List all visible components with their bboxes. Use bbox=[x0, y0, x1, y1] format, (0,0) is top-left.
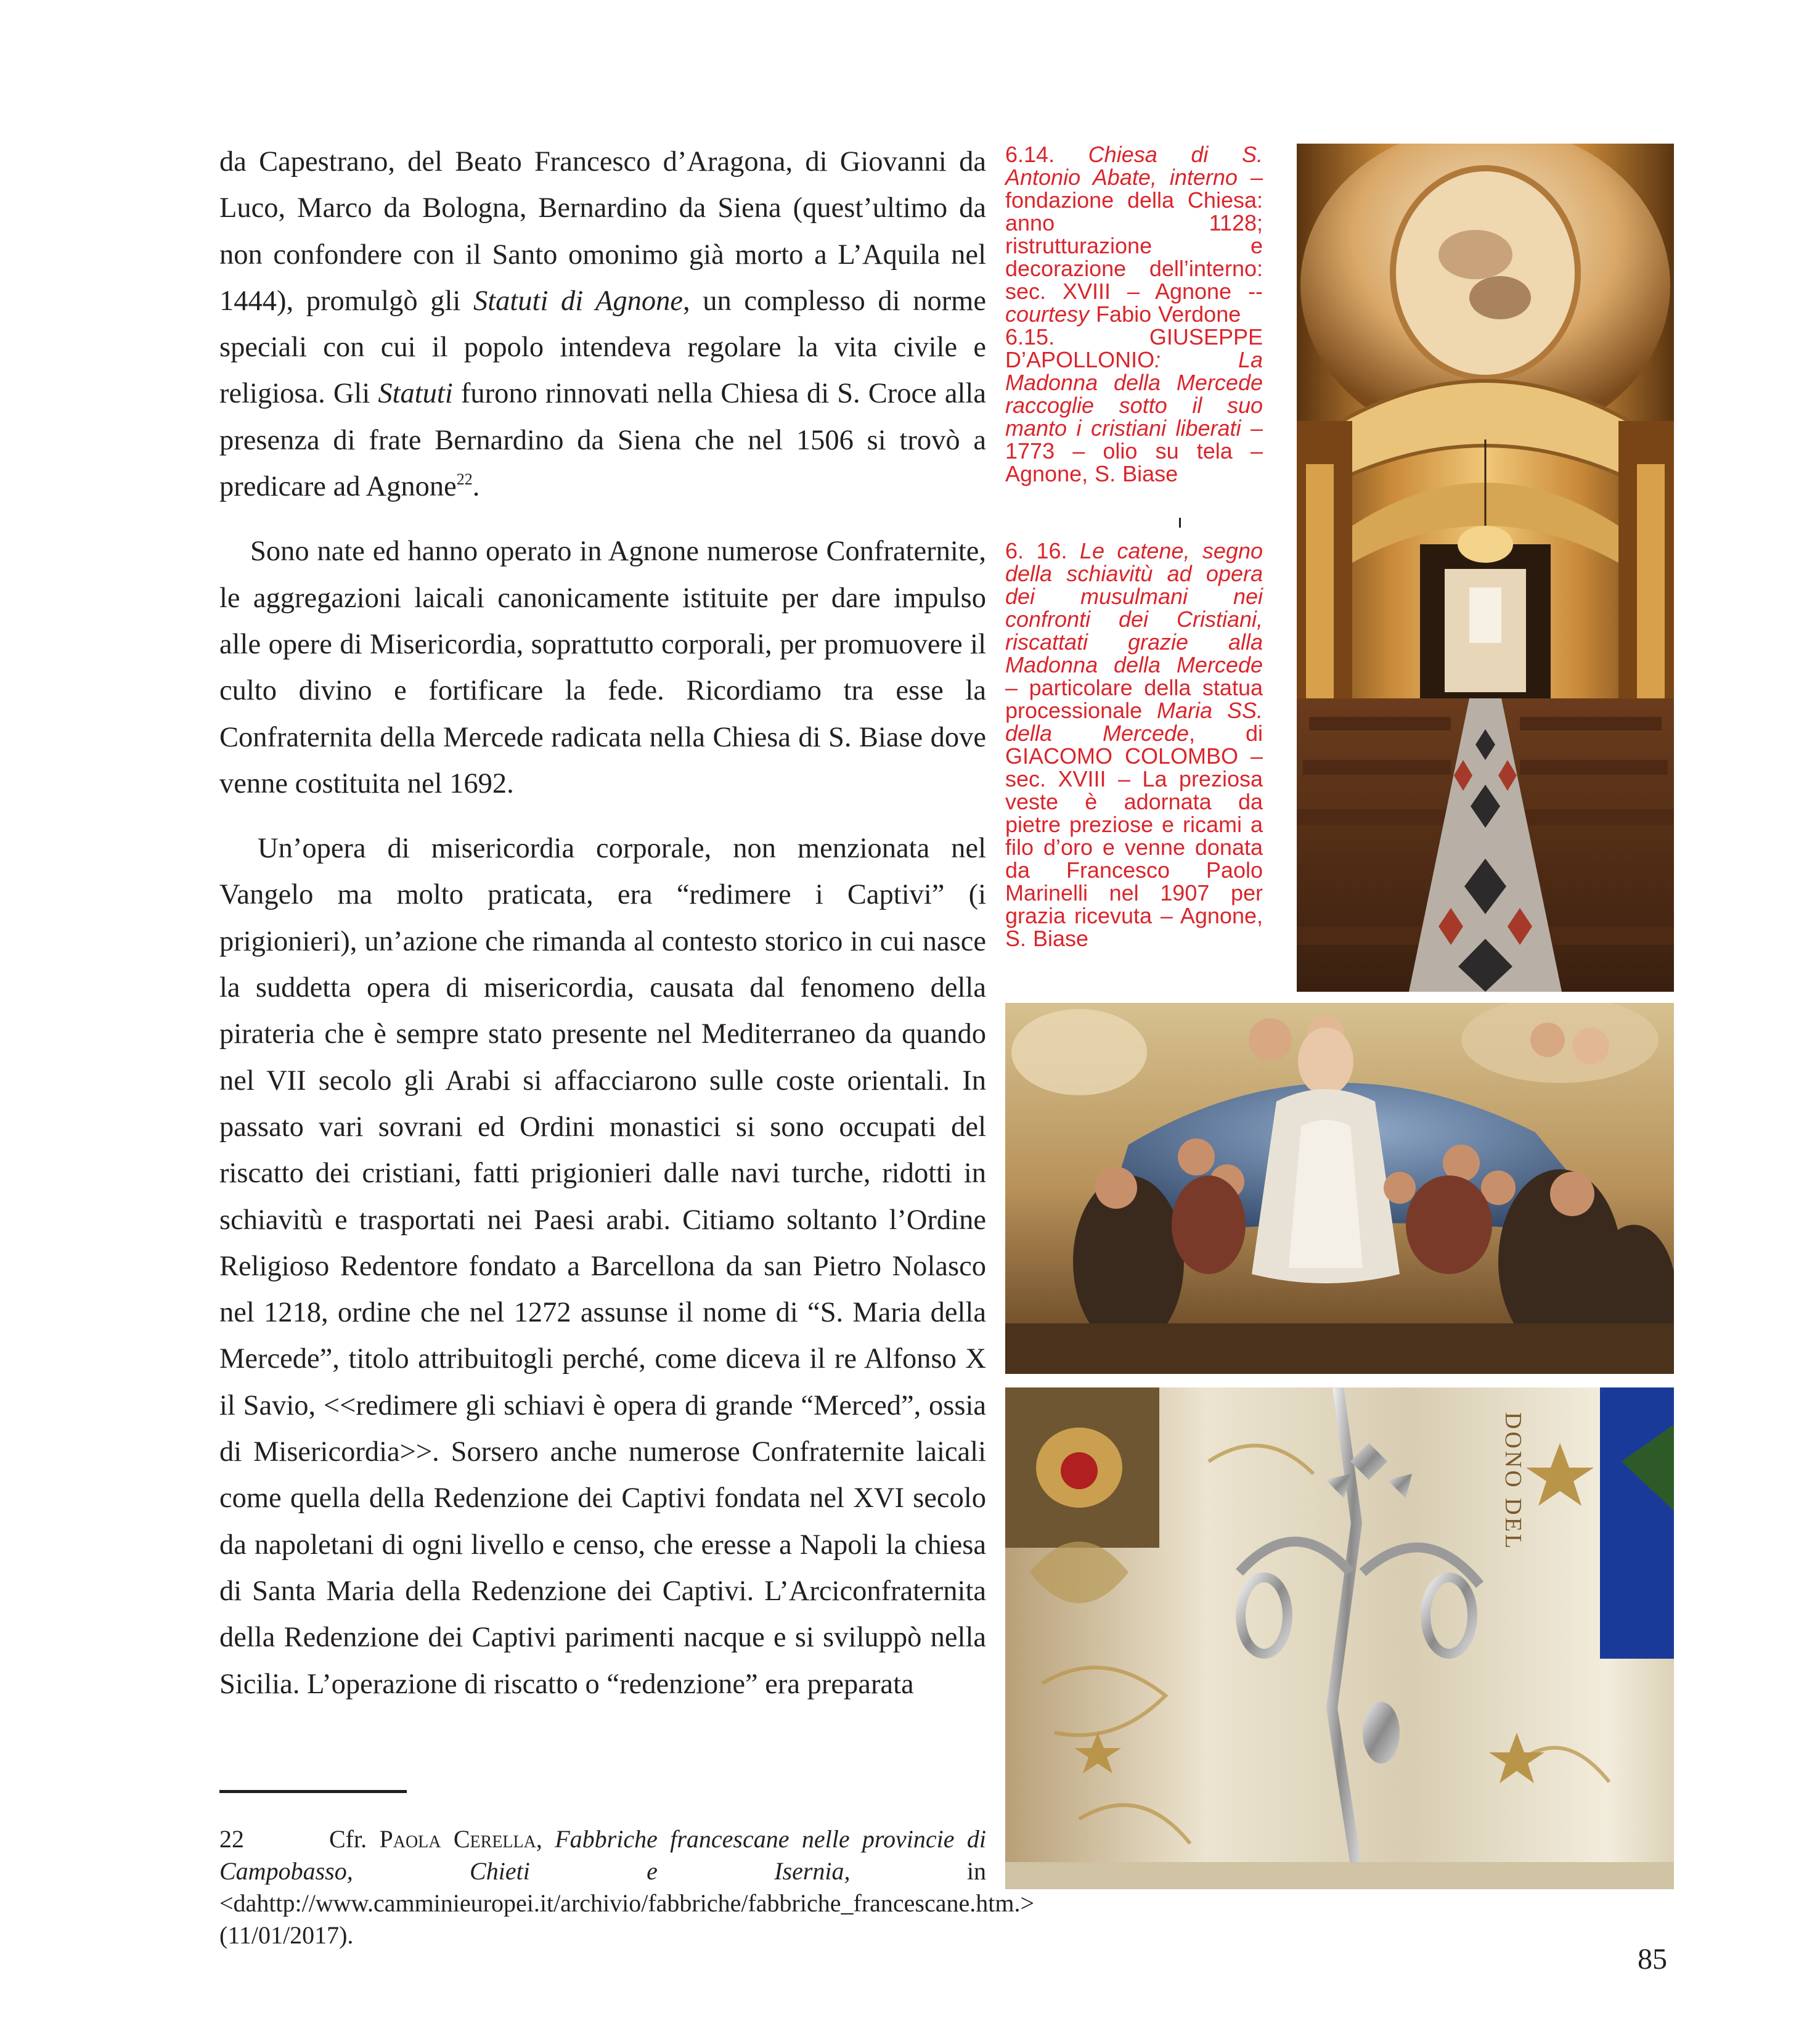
footnote bbox=[219, 1823, 1035, 1951]
italic-run: Statuti bbox=[378, 378, 453, 410]
text-run: . bbox=[472, 471, 480, 503]
caption-number: 6.15. GIUSEPPE D’APOLLONIO bbox=[1005, 324, 1263, 372]
caption-title: Le catene, segno della schiavitù ad opera dei musulmani nei confronti dei Cristiani, riscattati grazie alla Madonna della Mercede bbox=[1005, 538, 1263, 677]
robe-inscription: DONO DEL bbox=[1500, 1412, 1526, 1551]
caption-6-14-6-15 bbox=[1005, 143, 1263, 485]
caption-title: Maria SS. della Mercede bbox=[1005, 698, 1263, 746]
footnote-number: 22 bbox=[219, 1825, 244, 1853]
paragraph-2: Sono nate ed hanno operato in Agnone numerose Confraternite, le aggregazioni laicali canonicamente istituite per dare impulso alle opere di Misericordia, soprattutto corporali, per promuovere il culto divino e fortificare la fede. Ricordiamo tra esse la Confraternita della Mercede radicata nella Chiesa di S. Biase dove venne costituita nel 1692. bbox=[219, 536, 986, 799]
caption-title: : La Madonna della Mercede raccoglie sotto il suo manto i cristiani liberati bbox=[1005, 347, 1263, 441]
footnote-source: in <dahttp://www.camminieuropei.it/archivio/fabbriche/fabbriche_francescane.htm.> (11/01/2017). bbox=[219, 1857, 1035, 1949]
italic-run: Statuti di Agnone bbox=[473, 285, 684, 317]
caption-text: – particolare della statua processionale bbox=[1005, 675, 1263, 723]
main-text-column bbox=[219, 139, 986, 1707]
church-interior-photo bbox=[1297, 144, 1674, 992]
madonna-painting bbox=[1005, 1003, 1674, 1374]
caption-number: 6.14. bbox=[1005, 142, 1055, 167]
caption-number: 6. 16. bbox=[1005, 538, 1067, 563]
paragraph-3: Un’opera di misericordia corporale, non menzionata nel Vangelo ma molto praticata, era “redimere i Captivi” (i prigionieri), un’azione che rimanda al contesto storico in cui nasce la suddetta opera di misericordia, causata dal fenomeno della pirateria che è sempre stato presente nel Mediterraneo da quando nel VII secolo gli Arabi si affacciarono sulle coste orientali. In passato vari sovrani ed Ordini monastici si sono occupati del riscatto dei cristiani, fatti prigionieri dalle navi turche, ridotti in schiavitù e trasportati nei Paesi arabi. Citiamo soltanto l’Ordine Religioso Redentore fondato a Barcellona da san Pietro Nolasco nel 1218, ordine che nel 1272 assunse il nome di “S. Maria della Mercede”, titolo attribuitogli perché, come diceva il re Alfonso X il Savio, <<redimere gli schiavi è opera di grande “Merced”, ossia di Misericordia>>. Sorsero anche numerose Confraternite laicali come quella della Redenzione dei Captivi fondata nel XVI secolo da napoletani di ogni livello e censo, che eresse a Napoli la chiesa di Santa Maria della Redenzione dei Captivi. L’Arciconfraternita della Redenzione dei Captivi parimenti nacque e si sviluppò nella Sicilia. L’operazione di riscatto o “redenzione” era preparata bbox=[219, 833, 986, 1700]
caption-text: Fabio Verdone bbox=[1089, 301, 1241, 327]
caption-text: , di GIACOMO COLOMBO – sec. XVIII – La preziosa veste è adornata da pietre preziose e ricami a filo d’oro e venne donata da Francesco Paolo Marinelli nel 1907 per grazia ricevuta – Agnone, S. Biase bbox=[1005, 721, 1263, 951]
caption-text: – 1773 – olio su tela – Agnone, S. Biase bbox=[1005, 415, 1263, 486]
text-run: , un complesso di norme speciali con cui il popolo intendeva regolare la vita civile e religiosa. Gli bbox=[219, 285, 986, 410]
text-run: furono rinnovati nella Chiesa di S. Croce alla presenza di frate Bernardino da Siena che nel 1506 si trovò a predicare ad Agnone bbox=[219, 378, 986, 503]
paragraph-1 bbox=[219, 139, 986, 510]
footnote-cfr: Cfr. bbox=[329, 1825, 380, 1853]
caption-courtesy: courtesy bbox=[1005, 301, 1090, 327]
footnote-rule bbox=[219, 1790, 407, 1793]
footnote-title: Fabbriche francescane nelle provincie di Campobasso, Chieti e Isernia, bbox=[219, 1825, 986, 1885]
footnote-reference: 22 bbox=[456, 470, 473, 489]
caption-title: Chiesa di S. Antonio Abate, interno bbox=[1005, 142, 1263, 190]
footnote-author: Paola Cerella, bbox=[379, 1825, 542, 1853]
statue-robe-photo bbox=[1005, 1387, 1674, 1889]
caption-text: – fondazione della Chiesa: anno 1128; ristrutturazione e decorazione dell’interno: sec. XVIII – Agnone -- bbox=[1005, 165, 1263, 304]
page-number: 85 bbox=[1638, 1943, 1667, 1976]
text-run: da Capestrano, del Beato Francesco d’Aragona, di Giovanni da Luco, Marco da Bologna, Bernardino da Siena (quest’ultimo da non confondere con il Santo omonimo già morto a L’Aquila nel 1444), promulgò gli bbox=[219, 146, 986, 317]
caption-6-16 bbox=[1005, 539, 1263, 950]
stray-mark bbox=[1179, 518, 1181, 528]
